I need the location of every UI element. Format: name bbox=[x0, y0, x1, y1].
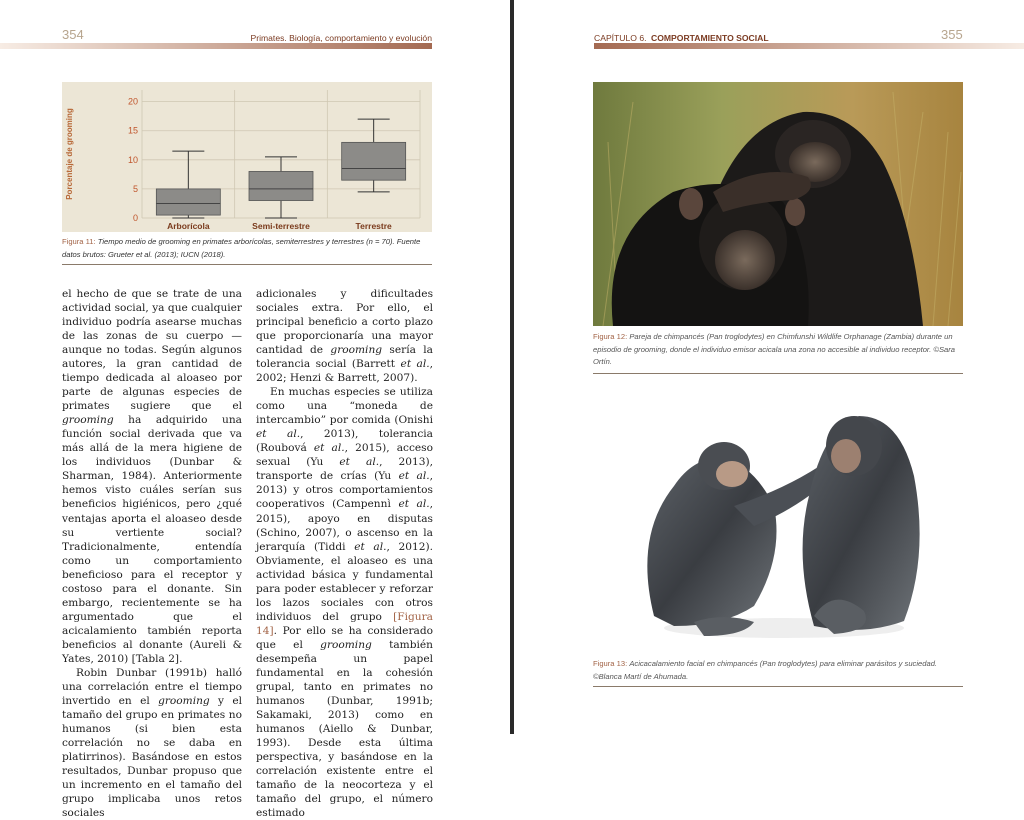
y-axis-label: Porcentaje de grooming bbox=[65, 108, 74, 200]
y-tick-label: 20 bbox=[127, 96, 138, 107]
figure-12-rule bbox=[593, 373, 963, 374]
figure-11-caption-text: Tiempo medio de grooming en primates arborícolas, semiterrestres y terrestres (n = 70). Fuente datos brutos: Grueter et al. (2013); IUCN (2018). bbox=[62, 237, 421, 259]
figure-11-rule bbox=[62, 264, 432, 265]
y-tick-label: 5 bbox=[132, 183, 138, 194]
paragraph: Robin Dunbar (1991b) halló una correlación entre el tiempo invertido en el grooming y el tamaño del grupo en primates no humanos (si bien esta correlación no se daba en platirrinos). Basándose en estos resultados, Dunbar propuso que un incremento en el tamaño del grupo implicaba unos retos sociales bbox=[62, 666, 242, 820]
running-head-left bbox=[200, 28, 432, 42]
running-head-text: Primates. Biología, comportamiento y evolución bbox=[250, 33, 432, 43]
box bbox=[342, 142, 406, 180]
figure-12-label: Figura 12: bbox=[593, 332, 628, 341]
category-label: Arborícola bbox=[167, 221, 210, 231]
figure-11-label: Figura 11: bbox=[62, 237, 96, 246]
paragraph: adicionales y dificultades sociales extra. Por ello, el principal beneficio a corto plazo que proporcionaría una mayor cantidad de grooming sería la tolerancia social (Barrett et al., 2002; Henzi & Barrett, 2007). bbox=[256, 288, 433, 385]
paragraph: En muchas especies se utiliza como una “moneda de intercambio” por comida (Onishi et al., 2013), tolerancia (Roubová et al., 2015), acceso sexual (Yu et al., 2013), transporte de crías (Yu et al., 2013) y otros comportamientos cooperativos (Campennì et al., 2015), apoyo en disputas (Schino, 2007), o ascenso en la jerarquía (Tiddi et al., 2012). Obviamente, el aloaseo es una actividad básica y fundamental para poder establecer y reforzar los lazos sociales con otros individuos del grupo [Figura 14]. Por ello se ha considerado que el grooming también desempeña un papel fundamental en la cohesión grupal, tanto en primates no humanos (Dunbar, 1991b; Sakamaki, 2013) como en humanos (Aiello & Dunbar, 1993). Desde esta última perspectiva, y basándose en la correlación existente entre el tamaño de la neocorteza y el tamaño del grupo, el número estimado bbox=[256, 386, 434, 820]
figure-13-caption-text: Acicacalamiento facial en chimpancés (Pan troglodytes) para eliminar parásitos y suciedad. ©Blanca Martí de Ahumada. bbox=[593, 659, 938, 681]
figure-12-caption bbox=[593, 331, 965, 369]
y-tick-label: 0 bbox=[132, 213, 138, 223]
boxplot-svg bbox=[62, 82, 432, 232]
text-column-2 bbox=[256, 287, 433, 820]
figure-13-rule bbox=[593, 686, 963, 687]
box bbox=[156, 189, 220, 215]
chimpanzee-grooming-photo bbox=[593, 82, 963, 326]
header-rule-right bbox=[594, 43, 1024, 49]
right-page bbox=[514, 0, 1024, 734]
figure-11-caption bbox=[62, 236, 434, 261]
running-head-right bbox=[594, 28, 854, 42]
figure-13-label: Figura 13: bbox=[593, 659, 628, 668]
text-column-1 bbox=[62, 287, 242, 820]
figure-13-caption bbox=[593, 658, 965, 683]
category-label: Terrestre bbox=[355, 221, 392, 231]
box bbox=[249, 171, 313, 200]
chapter-label: CAPÍTULO 6. bbox=[594, 33, 647, 43]
grooming-boxplot-chart bbox=[62, 82, 432, 232]
page-number-right: 355 bbox=[941, 27, 963, 42]
category-label: Semi-terrestre bbox=[252, 221, 310, 231]
page-number-left: 354 bbox=[62, 27, 84, 42]
illustration-svg bbox=[634, 386, 934, 642]
chimpanzee-illustration bbox=[634, 386, 934, 642]
header-rule-left bbox=[0, 43, 432, 49]
y-tick-label: 10 bbox=[127, 154, 138, 165]
photo-svg bbox=[593, 82, 963, 326]
y-tick-label: 15 bbox=[127, 125, 138, 136]
chapter-title: COMPORTAMIENTO SOCIAL bbox=[651, 33, 769, 43]
figure-12-caption-text: Pareja de chimpancés (Pan troglodytes) en Chimfunshi Wildlife Orphanage (Zambia) durante un episodio de grooming, donde el individuo emisor acicala una zona no accesible al individuo receptor. ©Sara Ortín. bbox=[593, 332, 956, 366]
left-page bbox=[0, 0, 510, 820]
paragraph: el hecho de que se trate de una actividad social, ya que cualquier individuo podría asearse muchas de las zonas de su cuerpo —aunque no todas. Según algunos autores, la gran cantidad de tiempo dedicada al aloaseo por parte de algunas especies de primates sugiere que el grooming ha adquirido una función social derivada que va más allá de la mera higiene de los individuos (Dunbar & Sharman, 1984). Anteriormente hemos visto cuáles serían sus beneficios higiénicos, pero ¿qué ventajas aporta el aloaseo desde su vertiente social? Tradicionalmente, entendía como un comportamiento beneficioso para el receptor y costoso para el donante. Sin embargo, recientemente se ha argumentado que el acicalamiento también reporta beneficios al donante (Aureli & Yates, 2010) [Tabla 2]. bbox=[62, 288, 242, 665]
